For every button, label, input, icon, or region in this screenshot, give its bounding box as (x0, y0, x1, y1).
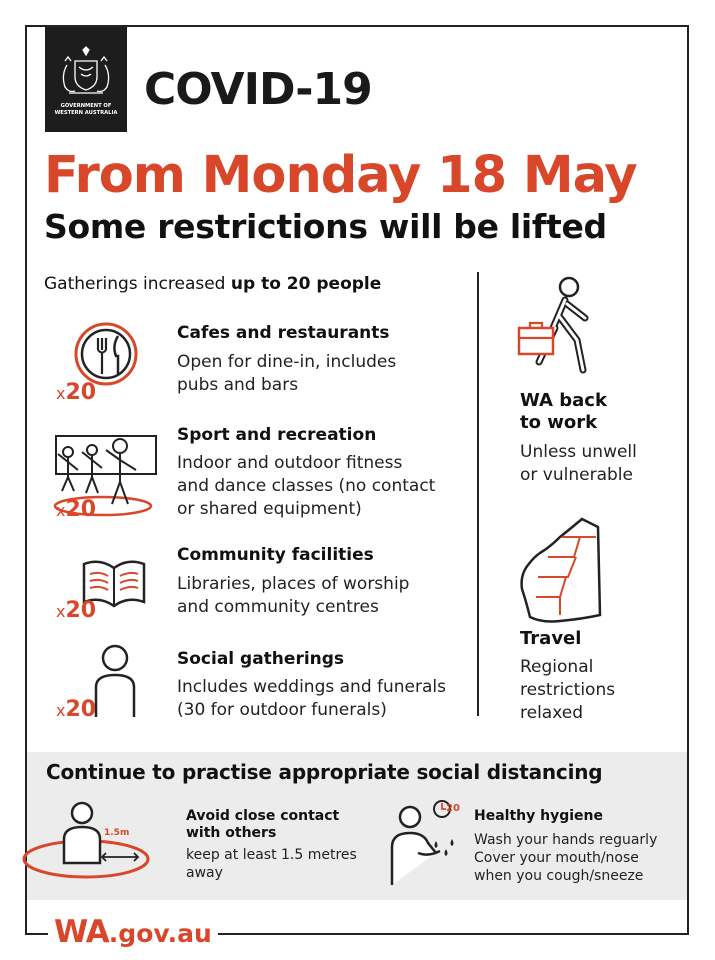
timer-label: 20 (446, 803, 460, 814)
headline: From Monday 18 May (44, 146, 637, 205)
travel-title: Travel (520, 628, 582, 649)
multiplier-sport: x20 (56, 497, 97, 522)
logo-caption-2: WESTERN AUSTRALIA (54, 110, 118, 116)
distancing-heading: Continue to practise appropriate social distancing (46, 760, 603, 784)
gatherings-line (44, 274, 381, 294)
subheadline: Some restrictions will be lifted (44, 207, 607, 246)
footer-wa-gov-au[interactable] (48, 914, 218, 950)
item-social-title: Social gatherings (177, 649, 345, 669)
handwash-icon (388, 797, 458, 887)
walking-briefcase-icon (515, 272, 605, 382)
coat-of-arms-icon (45, 27, 127, 132)
distance-title: Avoid close contact with others (186, 808, 340, 841)
gatherings-prefix: Gatherings increased (44, 274, 231, 294)
travel-desc: Regional restrictions relaxed (520, 657, 616, 723)
wa-government-logo (45, 27, 127, 132)
distance-desc: keep at least 1.5 metres away (186, 847, 357, 881)
item-sport-title: Sport and recreation (177, 425, 377, 445)
page-title: COVID-19 (144, 64, 372, 115)
work-desc: Unless unwell or vulnerable (520, 442, 637, 485)
multiplier-community: x20 (56, 598, 97, 623)
item-cafes-desc: Open for dine-in, includes pubs and bars (177, 352, 397, 395)
distancing-icon (28, 795, 168, 885)
column-divider (477, 272, 479, 716)
hygiene-title: Healthy hygiene (474, 808, 603, 824)
logo-caption-1: GOVERNMENT OF (60, 103, 112, 109)
item-community-desc: Libraries, places of worship and community centres (177, 574, 410, 617)
gatherings-bold: up to 20 people (230, 274, 382, 294)
work-title: WA back to work (520, 390, 607, 433)
item-community-title: Community facilities (177, 545, 374, 565)
item-sport-desc: Indoor and outdoor fitness and dance classes (no contact or shared equipment) (177, 453, 436, 519)
footer-domain: .gov.au (108, 919, 212, 948)
wa-map-icon (518, 515, 608, 625)
hygiene-desc: Wash your hands reguarly Cover your mouth/nose when you cough/sneeze (474, 832, 658, 884)
person-icon (90, 643, 150, 723)
item-cafes-title: Cafes and restaurants (177, 323, 390, 343)
multiplier-cafes: x20 (56, 380, 97, 405)
item-social-desc: Includes weddings and funerals (30 for outdoor funerals) (177, 677, 447, 720)
footer-wa: WA (54, 914, 109, 950)
multiplier-social: x20 (56, 697, 97, 722)
distance-label: 1.5m (104, 828, 130, 838)
